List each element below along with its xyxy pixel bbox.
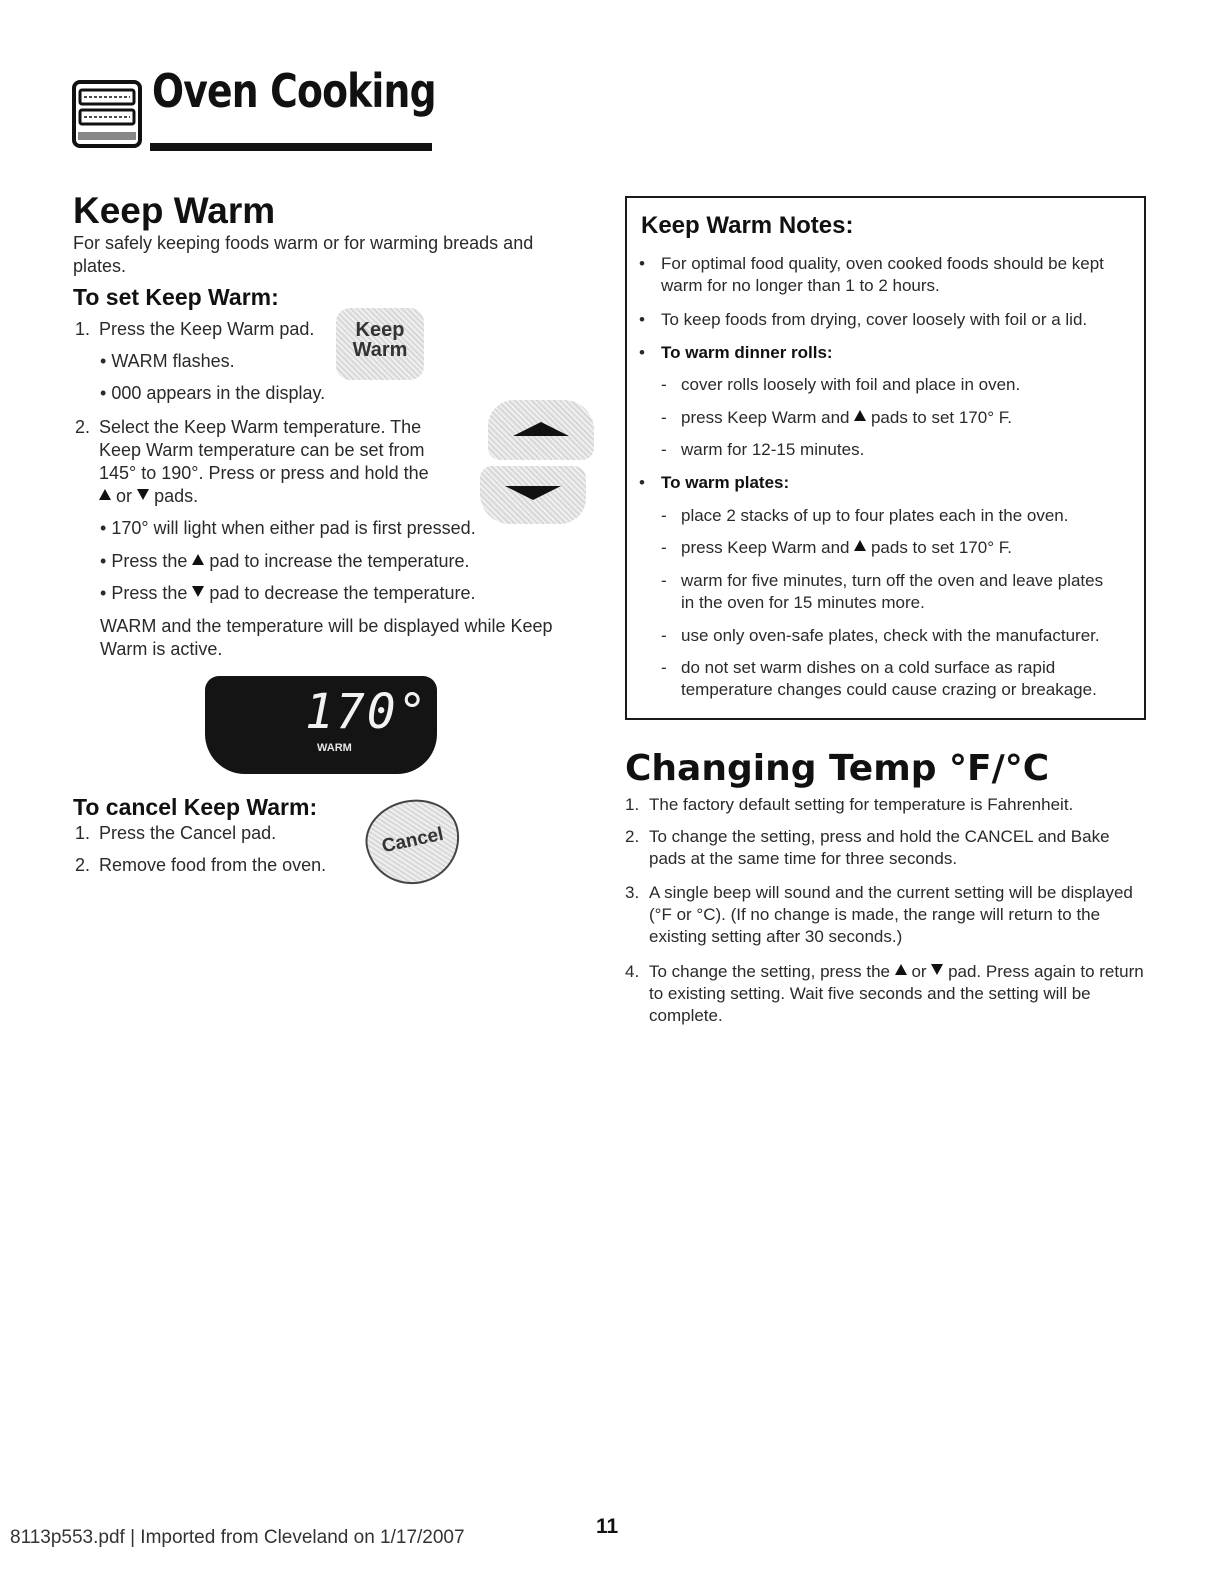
cancel-pad [358,791,467,893]
note-dash: - [661,538,667,557]
bullet-text: 000 appears in the display. [111,383,326,403]
set-step-2 [75,416,475,508]
note-4-item-3-line-2: in the oven for 15 minutes more. [681,593,925,612]
display-temperature: 170° [305,684,429,740]
pad-label-keep: Keep [355,319,405,341]
display-warm-label: WARM [317,742,352,754]
down-arrow-pad [480,466,586,524]
note-dash: - [661,440,667,459]
up-arrow-icon [99,489,111,500]
bullet-text: 170° will light when either pad is first pressed. [111,518,476,538]
bullet-text: WARM flashes. [111,351,235,371]
step-2-line-3: 145° to 190°. Press or press and hold the [99,463,429,483]
title-rule [150,143,432,151]
set-step-1-bullet-1: • WARM flashes. [100,351,235,371]
or-text: or [116,486,133,506]
or-text: or [911,962,927,981]
set-bullet-170: • 170° will light when either pad is first pressed. [100,518,476,538]
up-arrow-icon [854,410,866,421]
up-arrow-pad [488,400,594,460]
note-3-heading: To warm dinner rolls: [661,343,833,362]
note-4-item-3 [681,570,1141,614]
temp-step-3 [625,882,1145,948]
note-4-heading: To warm plates: [661,473,790,492]
bullet-text: pad to decrease the temperature. [209,583,476,603]
note-3-item-2 [681,407,1141,429]
note-dash: - [661,626,667,645]
down-arrow-icon [192,586,204,597]
bullet-text: Press the [111,583,188,603]
step-number: 2. [625,827,640,846]
step-text-pre: To change the setting, press the [649,962,890,981]
changing-temp-heading: Changing Temp °F/°C [625,748,1050,789]
note-dash: - [661,506,667,525]
note-2: To keep foods from drying, cover loosely with foil or a lid. [661,310,1088,329]
step-2-line-1: Select the Keep Warm temperature. The [99,417,422,437]
step-number: 1. [625,795,640,814]
note-dash: - [661,375,667,394]
step-number: 2. [75,855,91,875]
keep-warm-pad [336,308,424,380]
step-2-line-4 [99,485,475,508]
step-text: Press the Keep Warm pad. [99,319,315,339]
note-bullet: • [639,343,645,362]
section-title: Oven Cooking [152,64,436,118]
down-arrow-icon [137,489,149,500]
note-bullet: • [639,310,645,329]
note-text: press Keep Warm and [681,538,850,557]
step-2-line-2: Keep Warm temperature can be set from [99,440,425,460]
up-arrow-icon [192,554,204,565]
note-text: press Keep Warm and [681,408,850,427]
note-4-item-5-line-1: do not set warm dishes on a cold surface as rapid [681,658,1056,677]
bullet-text: pad to increase the temperature. [209,551,470,571]
note-1-line-1: For optimal food quality, oven cooked foods should be kept [661,254,1104,273]
set-step-1-bullet-2: • 000 appears in the display. [100,383,326,403]
cancel-pad-label: Cancel [380,823,446,858]
step-text [649,961,1145,1027]
step-number: 1. [75,319,91,339]
step-number: 2. [75,417,91,437]
set-bullet-decrease: • Press the pad to decrease the temperature. [100,583,476,603]
oven-display [205,676,437,774]
step-number: 4. [625,962,640,981]
down-arrow-icon [505,486,561,500]
note-dash: - [661,571,667,590]
note-dash: - [661,658,667,677]
cancel-keep-warm-heading: To cancel Keep Warm: [73,794,318,820]
footer-import-note: 8113p553.pdf | Imported from Cleveland on 1/17/2007 [10,1527,465,1548]
step-number: 3. [625,883,640,902]
keep-warm-notes-box [625,196,1146,720]
note-bullet: • [639,473,645,492]
set-after-text: WARM and the temperature will be displayed while Keep Warm is active. [100,616,553,659]
up-arrow-icon [854,540,866,551]
pads-text: pads. [154,486,199,506]
step-text: A single beep will sound and the current setting will be displayed (°F or °C). (If no change is made, the range will return to the existing setting after 30 seconds.) [649,883,1133,946]
note-4-item-3-line-1: warm for five minutes, turn off the oven and leave plates [681,571,1104,590]
up-arrow-icon [513,422,569,436]
step-text: To change the setting, press and hold the CANCEL and Bake pads at the same time for three seconds. [649,827,1110,868]
note-3-item-3: warm for 12-15 minutes. [681,440,865,459]
set-bullet-increase: • Press the pad to increase the temperature. [100,551,470,571]
cancel-step-1 [75,822,276,845]
note-text: pads to set 170° F. [870,408,1012,427]
note-dash: - [661,408,667,427]
oven-icon [72,80,144,152]
up-arrow-icon [895,964,907,975]
step-text: Remove food from the oven. [99,855,327,875]
step-text-post: pad. Press again to return to existing setting. Wait five seconds and the setting will be complete. [649,962,1144,1025]
temp-step-4 [625,961,1145,1027]
notes-heading: Keep Warm Notes: [641,212,854,239]
step-text: Press the Cancel pad. [99,823,277,843]
note-text: pads to set 170° F. [870,538,1012,557]
set-keep-warm-heading: To set Keep Warm: [73,284,279,310]
note-4-item-2 [681,537,1141,559]
pad-label-warm: Warm [352,339,408,361]
temp-step-1 [625,794,1145,816]
note-bullet: • [639,254,645,273]
step-number: 1. [75,823,91,843]
note-1 [661,253,1141,297]
note-4-item-5-line-2: temperature changes could cause crazing or breakage. [681,680,1097,699]
keep-warm-heading: Keep Warm [73,190,276,231]
bullet-text: Press the [111,551,188,571]
note-4-item-4: use only oven-safe plates, check with the manufacturer. [681,626,1100,645]
cancel-step-2 [75,854,326,877]
set-step-1 [75,318,355,341]
down-arrow-icon [931,964,943,975]
note-4-item-1: place 2 stacks of up to four plates each in the oven. [681,506,1069,525]
note-1-line-2: warm for no longer than 1 to 2 hours. [661,276,940,295]
note-4-item-5 [681,657,1141,701]
note-3-item-1: cover rolls loosely with foil and place in oven. [681,375,1021,394]
page-number: 11 [596,1515,619,1538]
keep-warm-intro: For safely keeping foods warm or for warming breads and plates. [73,233,534,276]
step-text: The factory default setting for temperature is Fahrenheit. [649,795,1074,814]
temp-step-2 [625,826,1145,870]
